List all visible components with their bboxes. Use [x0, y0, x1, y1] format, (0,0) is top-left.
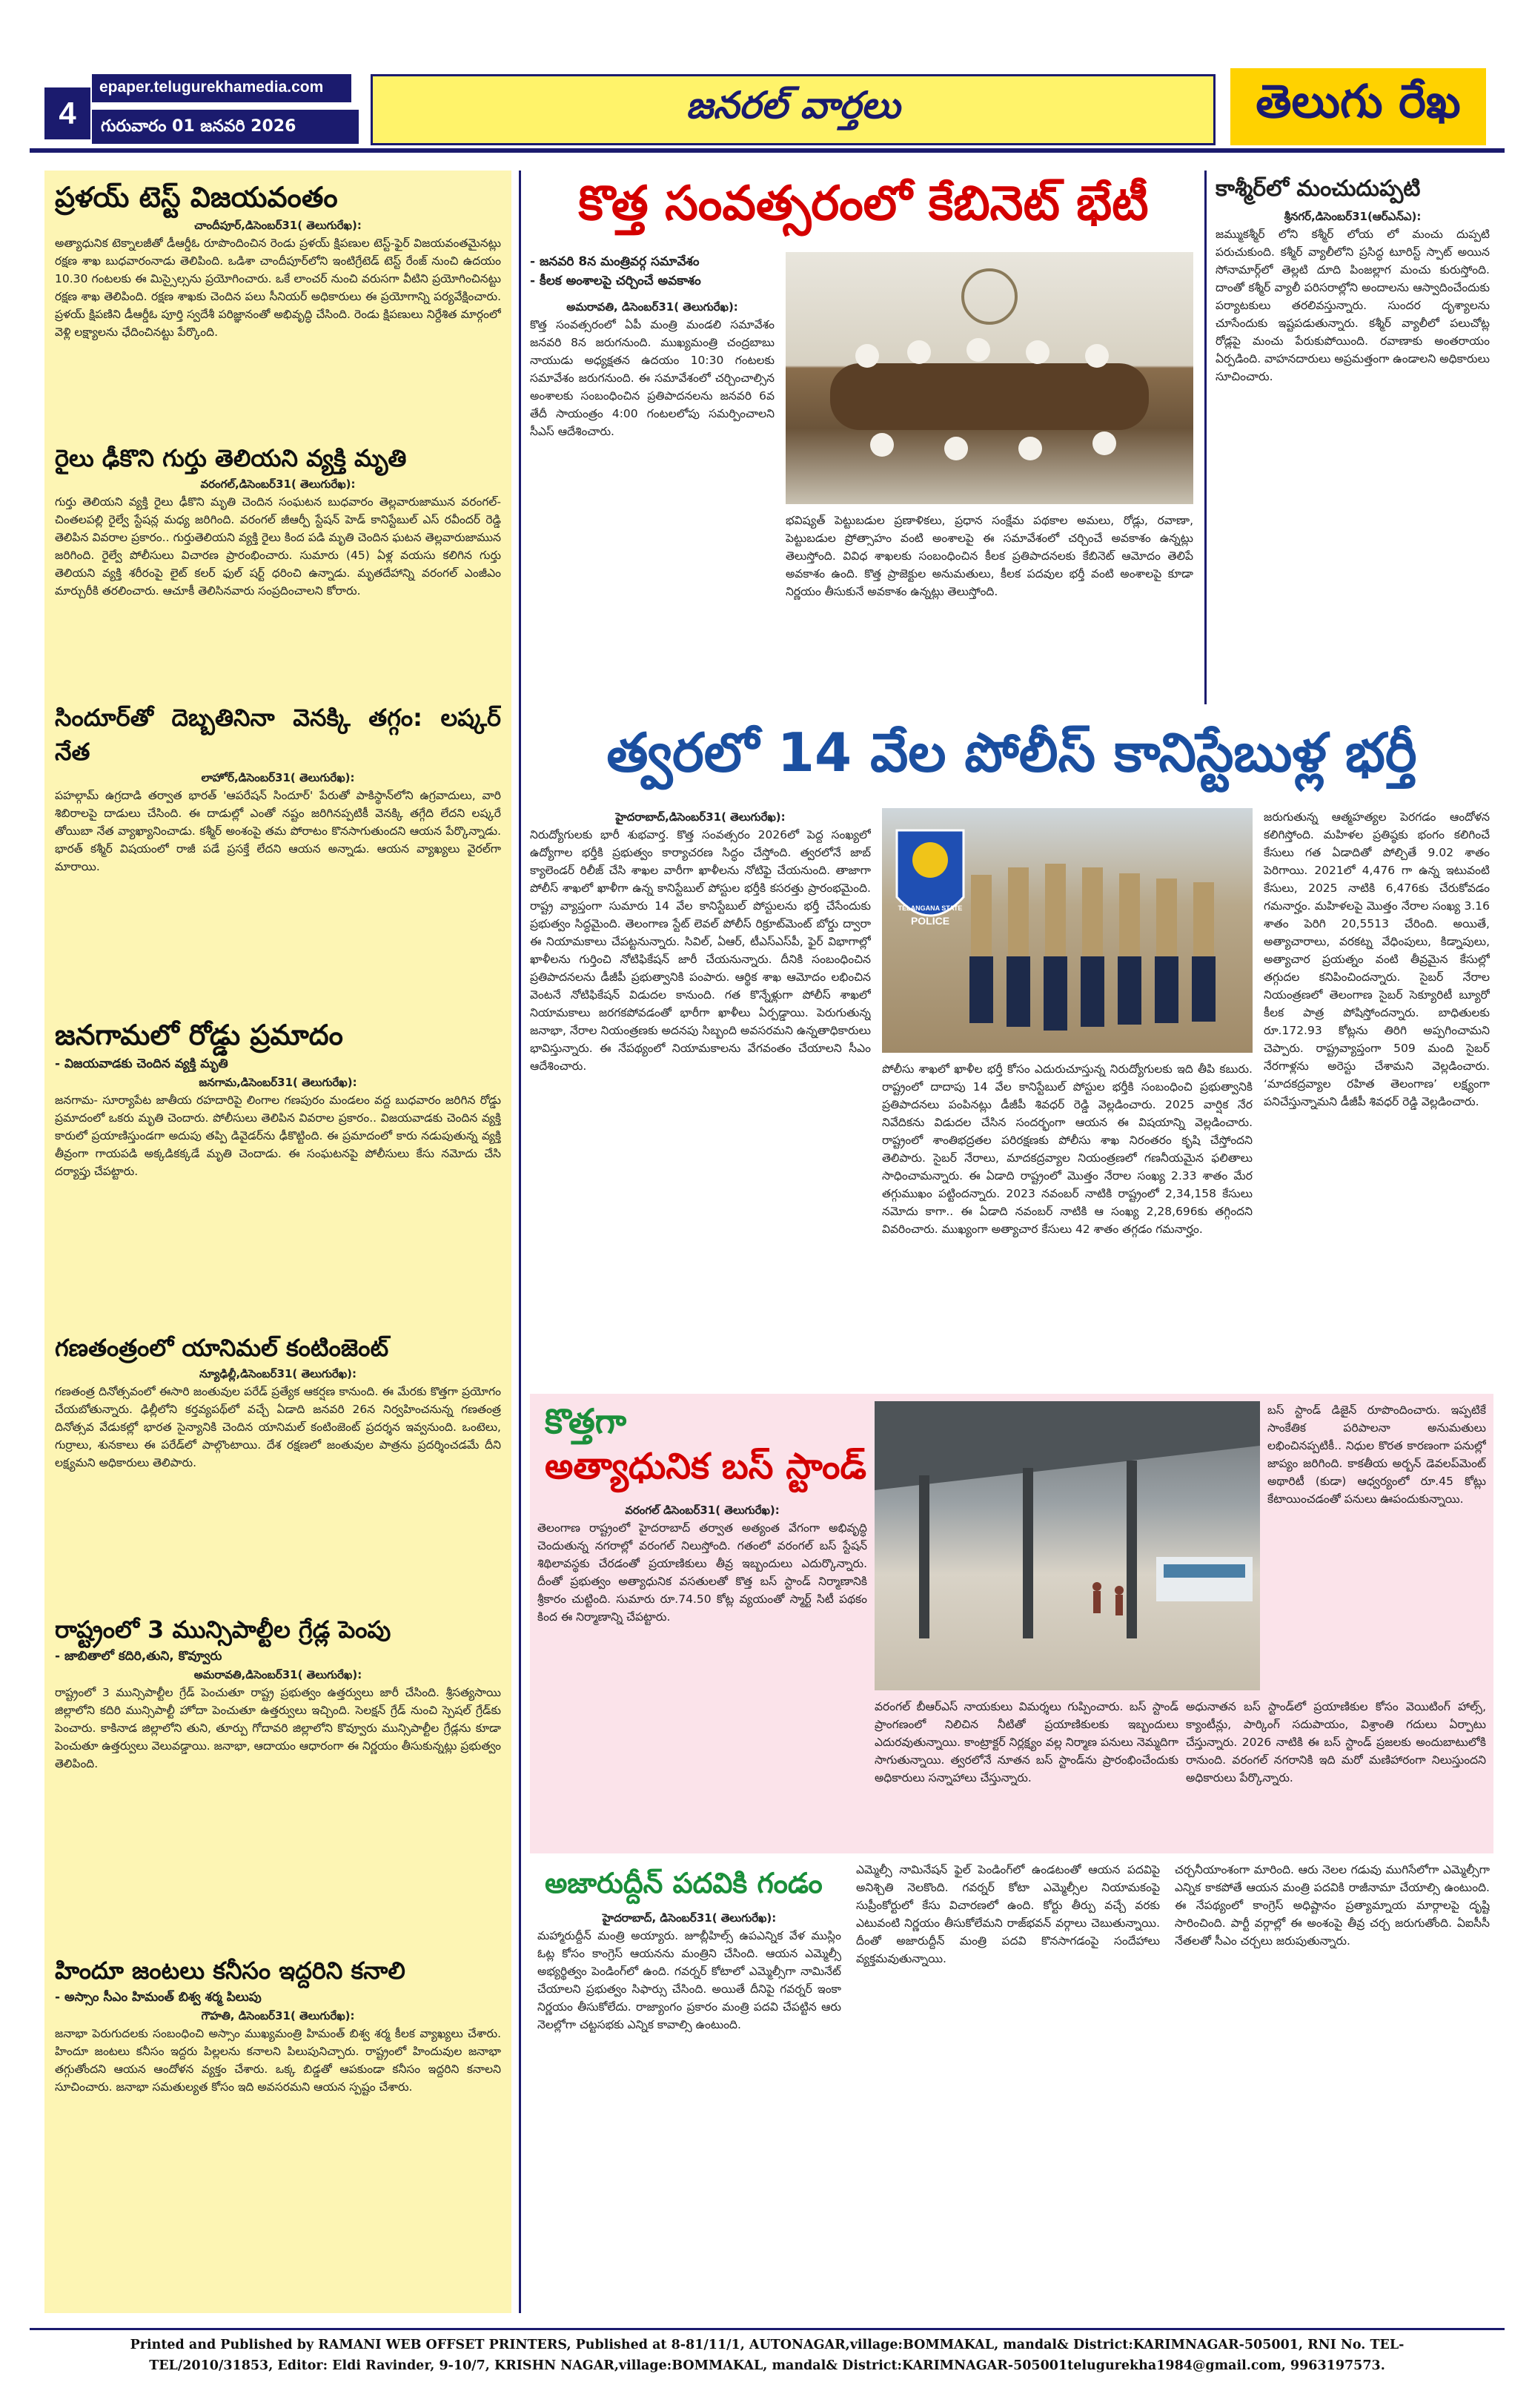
article-jangaon	[55, 1016, 501, 1331]
dateline: న్యూఢిల్లీ,డిసెంబర్31( తెలుగురేఖ):	[199, 1367, 357, 1380]
headline-line2: అత్యాధునిక బస్ స్టాండ్	[545, 1446, 867, 1487]
police-badge-line2: POLICE	[910, 915, 950, 927]
article-body-bottom-right: అధునాతన బస్ స్టాండ్‌లో ప్రయాణికుల కోసం వెయిటింగ్ హాల్స్, క్యాంటీన్లు, పార్కింగ్ సదుపాయం, విశ్రాంతి గదులు ఏర్పాటు చేస్తున్నారు. 2026 నాటికి ఈ బస్ స్టాండ్ ప్రజలకు అందుబాటులోకి రానుంది. వరంగల్ నగరానికి ఇది మరో మణిహారంగా నిలుస్తుందని అధికారులు పేర్కొన్నారు.	[1186, 1700, 1486, 1784]
dateline: వరంగల్,డిసెంబర్31( తెలుగురేఖ):	[200, 477, 356, 491]
article-body: మహ్మారుద్దీన్ మంత్రి అయ్యారు. జూబ్లీహిల్స్ ఉపఎన్నిక వేళ ముస్లిం ఓట్ల కోసం కాంగ్రెస్ ఆయనను మంత్రిని చేసింది. ఆయన ఎమ్మెల్సీ అభ్యర్థిత్వం పెండింగ్‌లో ఉంది. గవర్నర్ కోటాలో ఎమ్మెల్సీగా నామినేట్ చేయాలని ప్రభుత్వం సిఫార్సు చేసింది. అయితే దీనిపై గవర్నర్ ఇంకా నిర్ణయం తీసుకోలేదు. రాజ్యాంగం ప్రకారం మంత్రి పదవి చేపట్టిన ఆరు నెలల్లోగా చట్టసభకు ఎన్నిక కావాల్సి ఉంటుంది.	[537, 1929, 841, 2031]
subheadline: - జాబితాలో కదిరి,తుని, కొవ్వూరు	[55, 1649, 222, 1664]
article-body: రాష్ట్రంలో 3 మున్సిపాల్టీల గ్రేడ్ పెంచుతూ రాష్ట్ర ప్రభుత్వం ఉత్తర్వులు జారీ చేసింది. శ్రీసత్యసాయి జిల్లాలోని కదిరి మున్సిపాల్టీ హోదా పెంచుతూ ఉత్తర్వులు ఇచ్చింది. సెలక్షన్ గ్రేడ్ నుంచి స్పెషల్ గ్రేడ్‌కు పెంచారు. కాకినాడ జిల్లాలోని తుని, తూర్పు గోదావరి జిల్లాలోని కొవ్వూరు మున్సిపాల్టీల గ్రేడ్లను కూడా పెంచుతూ ఉత్తర్వులు వెలువడ్డాయి. జనాభా, ఆదాయం ఆధారంగా ఈ నిర్ణయం తీసుకున్నట్లు ప్రభుత్వం తెలిపింది.	[55, 1686, 501, 1770]
article-body: గుర్తు తెలియని వ్యక్తి రైలు ఢీకొని మృతి చెందిన సంఘటన బుధవారం తెల్లవారుజామున వరంగల్-చింతలపల్లి రైల్వే స్టేషన్ల మధ్య జరిగింది. వరంగల్ జీఆర్పీ స్టేషన్ హెడ్ కానిస్టేబుల్ ఎస్ రవీందర్ రెడ్డి తెలిపిన వివరాల ప్రకారం.. గుర్తుతెలియని వ్యక్తి రైలు కింద పడి మృతి చెందిన ఘటన తెల్లవారుజామున జరిగింది. రైల్వే పోలీసులు విచారణ ప్రారంభించారు. సుమారు (45) ఏళ్ల వయసు కలిగిన గుర్తు తెలియని వ్యక్తి శరీరంపై లైట్ కలర్ ఫుల్ షర్ట్ ధరించి ఉన్నాడు. మృతదేహాన్ని వరంగల్ ఎంజీఎం మార్చురీకి తరలించారు. ఆచూకీ తెలిసినవారు సంప్రదించాలని కోరారు.	[55, 495, 501, 598]
subheadline: - విజయవాడకు చెందిన వ్యక్తి మృతి	[55, 1056, 228, 1071]
police-badge-line1: TELANGANA STATE	[898, 904, 963, 912]
article-body: గణతంత్ర దినోత్సవంలో ఈసారి జంతువుల పరేడ్ ప్రత్యేక ఆకర్షణ కానుంది. ఈ మేరకు కొత్తగా ప్రయోగం చేయబోతున్నారు. ఢిల్లీలోని కర్తవ్యపథ్‌లో వచ్చే ఏడాది జనవరి 26న నిర్వహించనున్న గణతంత్ర దినోత్సవ వేడుకల్లో భారత సైన్యానికి చెందిన యానిమల్ కంటింజెంట్ ప్రదర్శన ఇవ్వనుంది. ఒంటెలు, గుర్రాలు, శునకాలు ఈ పరేడ్‌లో పాల్గొంటాయి. దేశ రక్షణలో జంతువుల పాత్రను ప్రదర్శించడమే దీని లక్ష్యమని అధికారులు తెలిపారు.	[55, 1385, 501, 1469]
header-rule	[30, 148, 1505, 153]
issue-date: గురువారం 01 జనవరి 2026	[92, 110, 359, 144]
column-divider	[1204, 171, 1207, 704]
dateline: అమరావతి, డిసెంబర్31( తెలుగురేఖ):	[566, 300, 738, 314]
article-assam	[55, 1954, 501, 2280]
article-bus-stand	[530, 1394, 1493, 1853]
article-body: కొత్త సంవత్సరంలో ఏపీ మంత్రి మండలి సమావేశం జనవరి 8న జరుగనుంది. ముఖ్యమంత్రి చంద్రబాబు నాయుడు అధ్యక్షతన ఉదయం 10:30 గంటలకు సమావేశం జరుగనుంది. ఈ సమావేశంలో చర్చించాల్సిన అంశాలకు సంబంధించిన ప్రతిపాదనలను జనవరి 6వ తేదీ సాయంత్రం 4:00 గంటలలోపు సమర్పించాలని సీఎస్ ఆదేశించారు.	[530, 318, 775, 438]
article-pralay	[55, 178, 501, 441]
headline: రైలు ఢీకొని గుర్తు తెలియని వ్యక్తి మృతి	[55, 444, 407, 472]
headline: గణతంత్రంలో యానిమల్ కంటింజెంట్	[55, 1334, 389, 1362]
article-police-recruitment	[530, 712, 1493, 1386]
headline: త్వరలో 14 వేల పోలీస్ కానిస్టేబుళ్ల భర్తీ	[606, 721, 1417, 784]
headline: సిందూర్‌తో దెబ్బతినినా వెనక్కి తగ్గం: లష్కర్ నేత	[55, 704, 501, 766]
dateline: లాహోర్,డిసెంబర్31( తెలుగురేఖ):	[201, 771, 355, 784]
dateline: హైదరాబాద్,డిసెంబర్31( తెలుగురేఖ):	[615, 810, 786, 824]
article-body-bottom-left: వరంగల్ బీఆర్ఎస్ నాయకులు విమర్శలు గుప్పించారు. బస్ స్టాండ్ ప్రాంగణంలో నిలిచిన నీటితో ప్రయాణికులకు ఇబ్బందులు ఎదురవుతున్నాయి. కాంట్రాక్టర్ నిర్లక్ష్యం వల్ల నిర్మాణ పనులు నెమ్మదిగా సాగుతున్నాయి. త్వరలోనే నూతన బస్ స్టాండ్‌ను ప్రారంభించేందుకు అధికారులు సన్నాహాలు చేస్తున్నారు.	[875, 1700, 1178, 1784]
article-kashmir	[1216, 171, 1490, 704]
headline: అజారుద్దీన్ పదవికి గండం	[545, 1867, 823, 1899]
headline: కొత్త సంవత్సరంలో కేబినెట్ భేటీ	[578, 176, 1149, 231]
headline: ప్రళయ్ టెస్ట్ విజయవంతం	[55, 181, 338, 214]
article-municipal	[55, 1612, 501, 1954]
article-body-middle: పోలీసు శాఖలో ఖాళీల భర్తీ కోసం ఎదురుచూస్తున్న నిరుద్యోగులకు ఇది తీపి కబురు. రాష్ట్రంలో దాదాపు 14 వేల కానిస్టేబుల్ పోస్టుల భర్తీకి సంబంధించి ప్రభుత్వానికి ప్రతిపాదనలు పంపినట్లు డీజీపీ శివధర్ రెడ్డి వెల్లడించారు. 2025 వార్షిక నేర నివేదికను విడుదల చేసిన సందర్భంగా ఆయన ఈ విషయాన్ని వెల్లడించారు. రాష్ట్రంలో శాంతిభద్రతల పరిరక్షణకు పోలీసు శాఖ నిరంతరం కృషి చేస్తోందని తెలిపారు. సైబర్ నేరాలు, మాదకద్రవ్యాల నియంత్రణలో గణనీయమైన ఫలితాలు సాధించామన్నారు. ఈ ఏడాది రాష్ట్రంలో మొత్తం నేరాల సంఖ్య 2.33 శాతం మేర తగ్గుముఖం పట్టిందన్నారు. 2023 నవంబర్ నాటికి రాష్ట్రంలో 2,34,158 కేసులు నమోదు కాగా.. ఈ ఏడాది నవంబర్ నాటికి ఆ సంఖ్య 2,28,696కు తగ్గిందని వివరించారు. ముఖ్యంగా అత్యాచార కేసులు 42 శాతం తగ్గడం గమనార్హం.	[882, 1062, 1253, 1236]
article-body-middle: ఎమ్మెల్సీ నామినేషన్ ఫైల్ పెండింగ్‌లో ఉండటంతో ఆయన పదవిపై అనిశ్చితి నెలకొంది. గవర్నర్ కోటా ఎమ్మెల్సీల నియామకంపై సుప్రీంకోర్టులో కేసు విచారణలో ఉంది. కోర్టు తీర్పు వచ్చే వరకు ఎటువంటి నిర్ణయం తీసుకోలేమని రాజ్‌భవన్ వర్గాలు చెబుతున్నాయి. దీంతో అజారుద్దీన్ మంత్రి పదవి కొనసాగడంపై సందేహాలు వ్యక్తమవుతున్నాయి.	[856, 1863, 1160, 1965]
article-body: అత్యాధునిక టెక్నాలజీతో డీఆర్డీఓ రూపొందించిన రెండు ప్రళయ్ క్షిపణుల టెస్ట్-ఫైర్ విజయవంతమైనట్లు రక్షణ శాఖ బుధవారంనాడు తెలిపింది. ఒడిశా చాందీపూర్‌లోని ఇంటిగ్రేటెడ్ టెస్ట్ రేంజ్ నుంచి ఉదయం 10.30 గంటలకు ఈ మిస్సైల్సను ప్రయోగించారు. ఒకే లాంచర్ నుంచి వరుసగా వీటిని ప్రయోగించినట్టు రక్షణ శాఖ తెలిపింది. రక్షణ శాఖకు చెందిన పలు సీనియర్ అధికారులు ఈ ప్రయోగాన్ని పర్యవేక్షించారు. ప్రళయ్ క్షిపణిని డీఆర్డీఓ పూర్తి స్వదేశీ పరిజ్ఞానంతో అభివృద్ధి చేసింది. రెండు క్షిపణులు నిర్దేశిత మార్గంలో వెళ్లి లక్ష్యాలను ఛేదించినట్టు పేర్కొంది.	[55, 236, 501, 339]
article-body-continued: భవిష్యత్ పెట్టుబడుల ప్రణాళికలు, ప్రధాన సంక్షేమ పథకాల అమలు, రోడ్లు, రవాణా, పెట్టుబడుల ప్రోత్సాహం వంటి అంశాలపై ఈ సమావేశంలో చర్చించే అవకాశం ఉన్నట్లు తెలుస్తోంది. వివిధ శాఖలకు సంబంధించిన కీలక ప్రతిపాదనలకు కేబినెట్ ఆమోదం తెలిపే అవకాశం ఉంది. కొత్త ప్రాజెక్టుల అనుమతులు, కీలక పదవుల భర్తీ వంటి అంశాలపై కూడా నిర్ణయం తీసుకునే అవకాశం ఉన్నట్లు తెలుస్తోంది.	[786, 514, 1193, 598]
article-body: జనగామ- సూర్యాపేట జాతీయ రహదారిపై లింగాల గణపురం మండలం వద్ద బుధవారం జరిగిన రోడ్డు ప్రమాదంలో ఒకరు మృతి చెందారు. పోలీసులు తెలిపిన వివరాల ప్రకారం.. విజయవాడకు చెందిన వ్యక్తి కారులో ప్రయాణిస్తుండగా అదుపు తప్పి డివైడర్‌ను ఢీకొట్టింది. ఈ ప్రమాదంలో కారు నడుపుతున్న వ్యక్తి తీవ్రంగా గాయపడి అక్కడికక్కడే మృతి చెందాడు. ఈ సంఘటనపై పోలీసులు కేసు నమోదు చేసి దర్యాప్తు చేపట్టారు.	[55, 1094, 501, 1178]
article-body-right: జరుగుతున్న ఆత్మహత్యల పెరగడం ఆందోళన కలిగిస్తోంది. మహిళల ప్రతిష్ఠకు భంగం కలిగించే కేసులు గత ఏడాదితో పోల్చితే 9.02 శాతం పెరిగాయి. 2021లో 4,476 గా ఉన్న ఇటువంటి కేసులు, 2025 నాటికి 6,476కు చేరుకోవడం గమనార్హం. మహిళలపై మొత్తం నేరాల సంఖ్య 3.16 శాతం పెరిగి 20,5513 చేరింది. అయితే, అత్యాచారాలు, వరకట్న వేధింపులు, కిడ్నాపులు, అత్యాచార ప్రయత్నం వంటి తీవ్రమైన కేసుల్లో తగ్గుదల కనిపించిందన్నారు. సైబర్ నేరాల నియంత్రణలో తెలంగాణ సైబర్ సెక్యూరిటీ బ్యూరో కీలక పాత్ర పోషిస్తోందన్నారు. బాధితులకు రూ.172.93 కోట్లను తిరిగి అప్పగించామని చెప్పారు. రాష్ట్రవ్యాప్తంగా 509 మంది సైబర్ నేరగాళ్లను అరెస్టు చేశామని వెల్లడించారు. ‘మాదకద్రవ్యాల రహిత తెలంగాణ’ లక్ష్యంగా పనిచేస్తున్నామని డీజీపీ శివధర్ రెడ్డి వెల్లడించారు.	[1264, 810, 1490, 1108]
section-banner: జనరల్ వార్తలు	[371, 74, 1216, 145]
dateline: వరంగల్ డిసెంబర్31( తెలుగురేఖ):	[625, 1504, 780, 1517]
headline: హిందూ జంటలు కనీసం ఇద్దరిని కనాలి	[55, 1956, 405, 1985]
dateline: శ్రీనగర్,డిసెంబర్31(ఆర్ఎన్ఎ):	[1284, 210, 1422, 223]
article-body: జమ్ముకశ్మీర్ లోని కశ్మీర్ లోయ లో మంచు దుప్పటి పరుచుకుంది. కశ్మీర్ వ్యాలీలోని ప్రసిద్ధ టూరిస్ట్ స్పాట్ అయిన సోనామార్గ్‌లో తెల్లటి దూది పింజల్లాగ మంచు కురుస్తోంది. దాంతో కశ్మీర్ వ్యాలీ పరిసరాల్లోని అందాలను ఆస్వాదించేందుకు పర్యాటకులు తరలివస్తున్నారు. సుందర దృశ్యాలను చూసేందుకు ఇష్టపడుతున్నారు. కశ్మీర్ వ్యాలీలో పలుచోట్ల రోడ్లపై మంచు పేరుకుపోయింది. రవాణాకు అంతరాయం ఏర్పడింది. వాహనదారులు అప్రమత్తంగా ఉండాలని అధికారులు సూచించారు.	[1216, 228, 1490, 383]
article-body: పహల్గామ్ ఉగ్రదాడి తర్వాత భారత్ 'ఆపరేషన్ సిందూర్' పేరుతో పాకిస్థాన్‌లోని ఉగ్రవాదులు, వారి శిబిరాలపై దాడులు చేసింది. ఈ దాడుల్లో ఎంతో నష్టం జరిగినప్పటికీ వెనక్కి తగ్గేది లేదని లష్కరే తోయిబా నేత వ్యాఖ్యానించాడు. కశ్మీర్ అంశంపై తమ పోరాటం కొనసాగుతుందని ఆయన పేర్కొన్నాడు. భారత్ కశ్మీర్ విషయంలో రాజీ పడే ప్రసక్తే లేదని ఆయన అన్నాడు. ఆయన వ్యాఖ్యలు వైరల్‌గా మారాయి.	[55, 789, 501, 873]
bullet-2: - కీలక అంశాలపై చర్చించే అవకాశం	[530, 274, 701, 288]
headline: రాష్ట్రంలో 3 మున్సిపాల్టీల గ్రేడ్ల పెంపు	[55, 1615, 391, 1644]
police-parade-photo	[882, 808, 1253, 1053]
footer-line-1: Printed and Published by RAMANI WEB OFFSET PRINTERS, Published at 8-81/11/1, AUTONAGAR,village:BOMMAKAL, mandal& District:KARIMNAGAR-505001, RNI No. TEL-	[130, 2338, 1405, 2352]
article-body: జనాభా పెరుగుదలకు సంబంధించి అస్సాం ముఖ్యమంత్రి హిమంత్ బిశ్వ శర్మ కీలక వ్యాఖ్యలు చేశారు. హిందూ జంటలు కనీసం ఇద్దరు పిల్లలను కనాలని పిలుపునిచ్చారు. రాష్ట్రంలో హిందువుల జనాభా తగ్గుతోందని ఆయన ఆందోళన వ్యక్తం చేశారు. ఒక్క బిడ్డతో ఆపకుండా కనీసం ఇద్దరిని కనాలని సూచించారు. జనాభా సమతుల్యత కోసం ఇది అవసరమని ఆయన స్పష్టం చేశారు.	[55, 2027, 501, 2094]
dateline: హైదరాబాద్, డిసెంబర్31( తెలుగురేఖ):	[602, 1911, 777, 1925]
left-news-column	[44, 171, 511, 2313]
article-body: తెలంగాణ రాష్ట్రంలో హైదరాబాద్ తర్వాత అత్యంత వేగంగా అభివృద్ధి చెందుతున్న నగరాల్లో వరంగల్ నిలుస్తోంది. గతంలో వరంగల్ బస్ స్టేషన్ శిథిలావస్థకు చేరడంతో ప్రయాణికులు తీవ్ర ఇబ్బందులు ఎదుర్కొన్నారు. దీంతో ప్రభుత్వం అత్యాధునిక వసతులతో కొత్త బస్ స్టాండ్ నిర్మాణానికి శ్రీకారం చుట్టింది. సుమారు రూ.74.50 కోట్ల వ్యయంతో స్మార్ట్ సిటీ పథకం కింద ఈ నిర్మాణాన్ని చేపట్టారు.	[537, 1521, 867, 1624]
headline: జనగామలో రోడ్డు ప్రమాదం	[55, 1019, 343, 1051]
article-azharuddin	[530, 1861, 1493, 2313]
subheadline: - అస్సాం సీఎం హిమంత్ బిశ్వ శర్మ పిలుపు	[55, 1990, 262, 2005]
article-body-right: బస్ స్టాండ్ డిజైన్ రూపొందించారు. ఇప్పటికే సాంకేతిక పరిపాలనా అనుమతులు లభించినప్పటికీ.. నిధుల కొరత కారణంగా పనుల్లో జాప్యం జరిగింది. కాకతీయ అర్బన్ డెవలప్‌మెంట్ అథారిటీ (కుడా) ఆధ్వర్యంలో రూ.45 కోట్లు కేటాయించడంతో పనులు ఊపందుకున్నాయి.	[1267, 1403, 1486, 1506]
newspaper-logo: తెలుగు రేఖ	[1230, 68, 1486, 145]
bullet-1: - జనవరి 8న మంత్రివర్గ సమావేశం	[530, 254, 700, 269]
article-animal	[55, 1331, 501, 1612]
dateline: చాందీపూర్,డిసెంబర్31( తెలుగురేఖ):	[194, 219, 362, 232]
column-divider	[519, 171, 521, 2313]
bus-stand-photo	[875, 1401, 1260, 1690]
print-footer	[30, 2328, 1505, 2395]
headline: కాశ్మీర్‌లో మంచుదుప్పటి	[1216, 176, 1421, 202]
site-url[interactable]: epaper.telugurekhamedia.com	[92, 74, 351, 102]
dateline: గౌహతి, డిసెంబర్31( తెలుగురేఖ):	[201, 2009, 355, 2022]
dateline: అమరావతి,డిసెంబర్31( తెలుగురేఖ):	[193, 1668, 362, 1681]
headline-line1: కొత్తగా	[545, 1401, 627, 1441]
cabinet-meeting-photo	[786, 252, 1193, 504]
article-lashkar	[55, 701, 501, 1016]
footer-line-2: TEL/2010/31853, Editor: Eldi Ravinder, 9-10/7, KRISHN NAGAR,village:BOMMAKAL, mandal& District:KARIMNAGAR-505001telugurekha1984@gmail.com, 9963197573.	[149, 2358, 1385, 2373]
dateline: జనగామ,డిసెంబర్31( తెలుగురేఖ):	[199, 1076, 357, 1089]
article-body-right: చర్చనీయాంశంగా మారింది. ఆరు నెలల గడువు ముగిసేలోగా ఎమ్మెల్సీగా ఎన్నిక కాకపోతే ఆయన మంత్రి పదవికి రాజీనామా చేయాల్సి ఉంటుంది. ఈ నేపథ్యంలో కాంగ్రెస్ అధిష్టానం ప్రత్యామ్నాయ మార్గాలపై దృష్టి సారించింది. పార్టీ వర్గాల్లో ఈ అంశంపై తీవ్ర చర్చ జరుగుతోంది. ఏఐసీసీ నేతలతో సీఎం చర్చలు జరుపుతున్నారు.	[1175, 1863, 1490, 1948]
article-train	[55, 441, 501, 701]
page-number: 4	[44, 87, 90, 139]
article-cabinet	[530, 171, 1197, 704]
article-body: నిరుద్యోగులకు భారీ శుభవార్త. కొత్త సంవత్సరం 2026లో పెద్ద సంఖ్యలో ఉద్యోగాల భర్తీకి ప్రభుత్వం కార్యాచరణ సిద్ధం చేస్తోంది. త్వరలోనే జాబ్ క్యాలెండర్ రిలీజ్ చేసి శాఖల వారీగా ఖాళీలను నోటిఫై చేయనుంది. తాజాగా పోలీస్ శాఖలో ఖాళీగా ఉన్న కానిస్టేబుల్ పోస్టుల భర్తీకి కసరత్తు ప్రారంభమైంది. రాష్ట్ర వ్యాప్తంగా సుమారు 14 వేల కానిస్టేబుల్ పోస్టులను భర్తీ చేసేందుకు ప్రభుత్వం సిద్ధమైంది. తెలంగాణ స్టేట్ లెవల్ పోలీస్ రిక్రూట్‌మెంట్ బోర్డు ద్వారా ఈ నియామకాలు చేపట్టనున్నారు. సివిల్, ఏఆర్, టీఎస్ఎస్‌పీ, ఫైర్ విభాగాల్లో ఖాళీలను గుర్తించి నోటిఫికేషన్ జారీ చేయనున్నారు. దీనికి సంబంధించిన ప్రతిపాదనలను డీజీపీ ప్రభుత్వానికి పంపారు. ఆర్థిక శాఖ ఆమోదం లభించిన వెంటనే నోటిఫికేషన్ విడుదల కానుంది. గత కొన్నేళ్లుగా పోలీస్ శాఖలో నియామకాలు జరగకపోవడంతో భారీగా ఖాళీలు ఏర్పడ్డాయి. పెరుగుతున్న జనాభా, నేరాల నియంత్రణకు అదనపు సిబ్బంది అవసరమని ఉన్నతాధికారులు భావిస్తున్నారు. ఈ నేపథ్యంలో నియామకాలను వేగవంతం చేయాలని సీఎం ఆదేశించారు.	[530, 828, 871, 1073]
